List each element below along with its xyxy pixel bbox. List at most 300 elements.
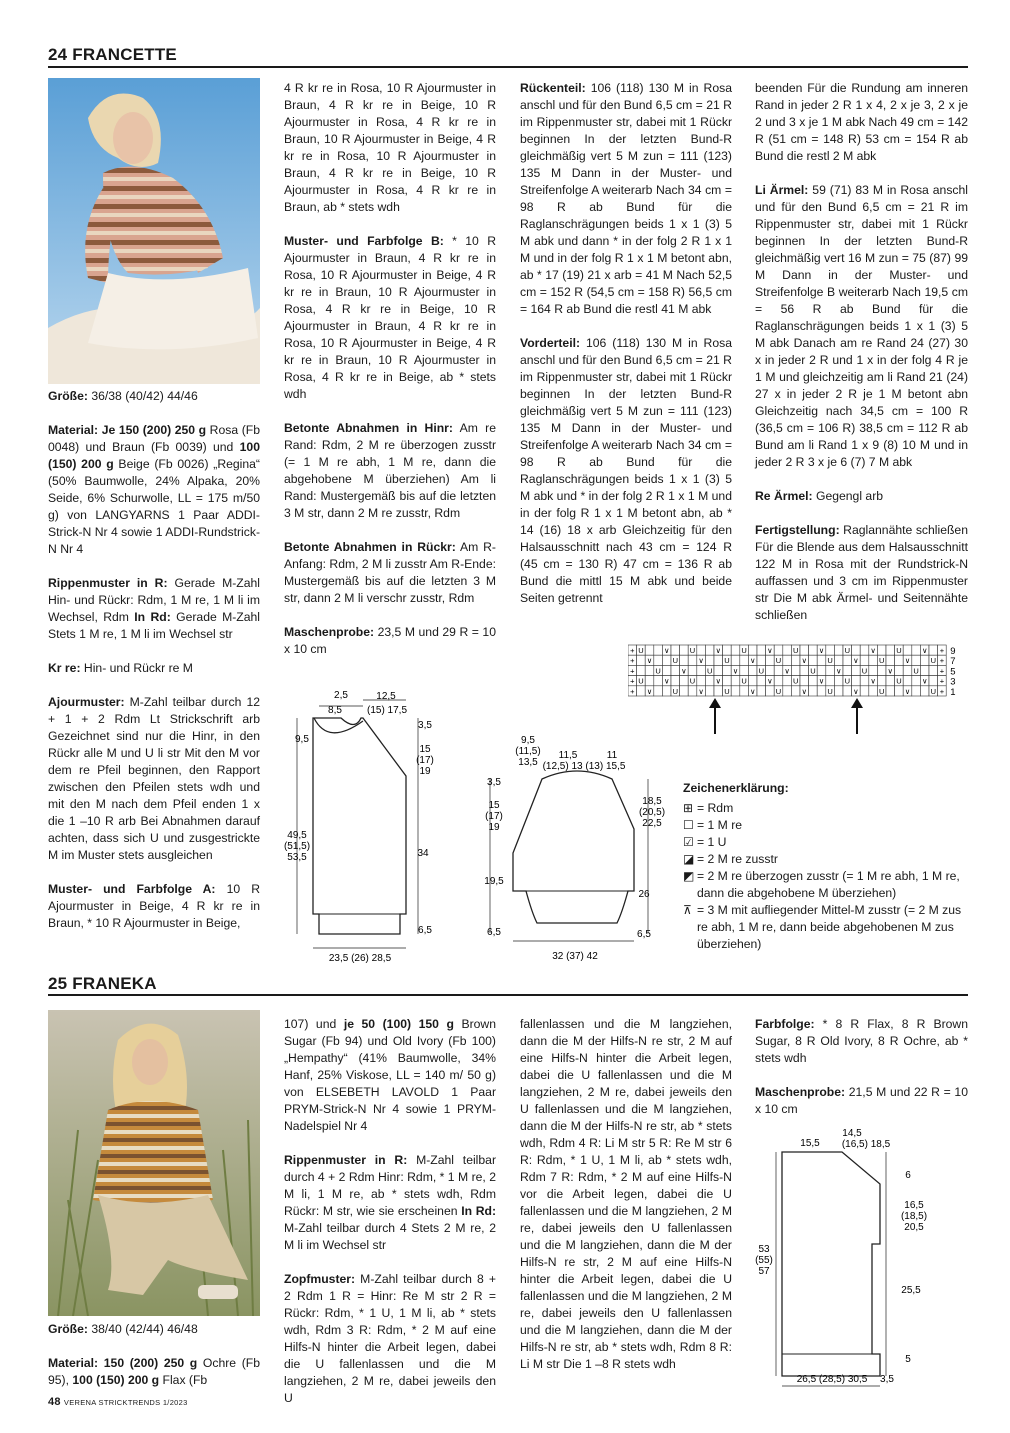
chart-cell bbox=[671, 676, 680, 686]
chart-symbol-icon: U bbox=[827, 656, 833, 666]
chart-cell bbox=[869, 686, 878, 696]
paragraph bbox=[284, 80, 496, 216]
chart-cell bbox=[645, 665, 654, 675]
chart-cell bbox=[929, 645, 938, 655]
chart-symbol-icon: ∨ bbox=[835, 666, 842, 676]
chart-symbol-icon: ∨ bbox=[698, 686, 704, 696]
section25-column-2 bbox=[284, 1016, 496, 1424]
chart-cell bbox=[817, 665, 826, 675]
paragraph-text: Brown Sugar (Fb 94) und Old Ivory (Fb 100) „Hempathy“ (41% Baumwolle, 34% Hanf, 25% Viskose, LL = 140 m/ 50 g) von ELSEBETH LAVOLD 1 Paar PRYM-Strick-N Nr 4 sowie 1 PRYM-Nadelspiel Nr 4 bbox=[284, 1017, 497, 1133]
chart-cell bbox=[774, 665, 783, 675]
chart-cell bbox=[895, 686, 904, 696]
chart-cell bbox=[671, 665, 680, 675]
chart-cell bbox=[774, 645, 783, 655]
paragraph-label: Ajourmuster: bbox=[48, 695, 125, 709]
svg-text:6: 6 bbox=[905, 1170, 911, 1181]
chart-cell bbox=[912, 645, 921, 655]
chart-cell bbox=[800, 645, 809, 655]
chart-symbol-icon: U bbox=[758, 666, 765, 676]
chart-cell bbox=[680, 676, 689, 686]
paragraph-label: In Rd: bbox=[134, 610, 171, 624]
chart-row-number: 3 bbox=[950, 676, 956, 688]
chart-symbol-icon: + bbox=[939, 656, 945, 666]
paragraph-label: 100 (150) 200 g bbox=[48, 440, 260, 471]
chart-symbol-icon: ∨ bbox=[904, 686, 911, 696]
chart-cell bbox=[688, 655, 697, 665]
chart-symbol-icon: ∨ bbox=[921, 646, 928, 655]
paragraph-text: 4 R kr re in Rosa, 10 R Ajourmuster in Braun, 4 R kr re in Beige, 10 R Ajourmuster in Rosa, 4 R kr re in Braun, 10 R Ajourmuster in Beige, 4 R kr re in Rosa, 10 R Ajourmuster in Braun, 4 R kr re in Beige, 10 R Ajourmuster in Rosa, 4 R kr re in Braun, ab * stets wdh bbox=[284, 81, 496, 214]
chart-cell bbox=[852, 665, 861, 675]
chart-cell bbox=[766, 686, 775, 696]
legend-item bbox=[683, 868, 973, 902]
chart-cell bbox=[886, 645, 895, 655]
chart-cell bbox=[748, 665, 757, 675]
paragraph-text: 106 (118) 130 M in Rosa anschl und für den Bund 6,5 cm = 21 R im Rippenmuster str, dabei mit 1 Rückr beginnen In der letzten Bund-R gleichmäßig vert 5 M zun = 111 (123) 135 M Dann in der Muster- und Streifenfolge A weiterarb Nach 34 cm = 98 R ab Bund für die Raglanschrägungen beids 1 x 1 (3) 5 M abk und * in der folg 2 R 1 x 1 M und in der folg R 1 x 1 M betont abn, ab * 14 (16) 18 x arb Gleichzeitig für den Halsausschnitt nach 43 cm = 124 R (45 cm = 130 R) 47 cm = 136 R ab Bund die mittl 15 M abk und beide Seiten getrennt bbox=[520, 336, 732, 605]
svg-text:(20,5): (20,5) bbox=[638, 807, 666, 818]
chart-symbol-icon: U bbox=[741, 646, 747, 655]
chart-cell bbox=[697, 665, 706, 675]
chart-cell bbox=[697, 645, 706, 655]
paragraph bbox=[48, 694, 260, 864]
paragraph-label: Rippenmuster in R: bbox=[48, 576, 168, 590]
svg-text:3,5: 3,5 bbox=[487, 777, 501, 788]
chart-cell bbox=[817, 686, 826, 696]
paragraph-label: je 50 (100) 150 g bbox=[343, 1017, 454, 1031]
chart-cell bbox=[912, 655, 921, 665]
chart-cell bbox=[920, 686, 929, 696]
chart-cell bbox=[895, 665, 904, 675]
svg-text:(11,5): (11,5) bbox=[515, 746, 541, 757]
paragraph-text: M-Zahl teilbar durch 4 + 2 Rdm Hinr: Rdm, * 1 M re, 2 M li, 1 M re, ab * stets wdh, Rdm Rückr: M str, wie sie erscheinen bbox=[284, 1153, 497, 1218]
paragraph-text: 21,5 M und 22 R = 10 x 10 cm bbox=[755, 1085, 968, 1116]
legend-item bbox=[683, 834, 973, 851]
section24-column-3 bbox=[520, 80, 732, 624]
paragraph-label: Rippenmuster in R: bbox=[284, 1153, 408, 1167]
paragraph-text: fallenlassen und die M langziehen, dann die M der Hilfs-N re str, 2 M auf eine Hilfs-N hinter die Arbeit legen, dabei die U fallenlassen und die M langziehen, 2 M re, dabei jeweils den U fallenlassen und die M langziehen, dann die M der Hilfs-N re str, ab * stets wdh, Rdm 4 R: Li M str 5 R: Re M str 6 R: Rdm, * 1 U, 1 M li, ab * stets wdh, Rdm 7 R: Rdm, * 2 M auf eine Hilfs-N vor die Arbeit legen, dabei die U fallenlassen und die M langziehen, 2 M re, dabei jeweils den U fallenlassen und die M langziehen, dann die M der Hilfs-N re str, 2 M auf eine Hilfs-N hinter die Arbeit legen, dabei die U fallenlassen und die M langziehen, 2 M re, dabei jeweils den U fallenlassen und die M langziehen, dann die M der Hilfs-N re str, ab * stets wdh, Rdm 8 R: Li M str Die 1 –8 R stets wdh bbox=[520, 1017, 732, 1371]
svg-text:13,5: 13,5 bbox=[518, 757, 538, 768]
chart-symbol-icon: ∨ bbox=[663, 646, 670, 655]
chart-symbol-icon: + bbox=[630, 676, 635, 686]
paragraph-text: 36/38 (40/42) 44/46 bbox=[87, 389, 198, 403]
chart-cell bbox=[903, 676, 912, 686]
chart-cell bbox=[705, 686, 714, 696]
chart-cell bbox=[817, 655, 826, 665]
section25-column-4 bbox=[755, 1016, 968, 1135]
chart-cell bbox=[731, 655, 740, 665]
chart-cell bbox=[860, 645, 869, 655]
paragraph-text: Gerade M-Zahl Hin- und Rückr: Rdm, 1 M re, 1 M li im Wechsel, Rdm bbox=[48, 576, 260, 624]
paragraph-text: M-Zahl teilbar durch 4 Stets 2 M re, 2 M li im Wechsel str bbox=[284, 1221, 496, 1252]
svg-text:19: 19 bbox=[488, 822, 500, 833]
svg-text:34: 34 bbox=[417, 848, 429, 859]
chart-symbol-icon: U bbox=[638, 676, 644, 686]
legend-item bbox=[683, 817, 973, 834]
chart-row-number: 5 bbox=[950, 666, 956, 678]
svg-text:22,5: 22,5 bbox=[642, 818, 662, 829]
paragraph-text: M-Zahl teilbar durch 8 + 2 Rdm 1 R = Hinr: Re M str 2 R = Rückr: Rdm, * 1 U, 1 M li, ab * stets wdh, Rdm 3 R: Rdm, * 2 M auf eine Hilfs-N hinter die Arbeit legen, dabei die U fallenlassen und die M langziehen, 2 M re, dabei jeweils den U bbox=[284, 1272, 496, 1405]
chart-cell bbox=[809, 686, 818, 696]
paragraph-text: beenden Für die Rundung am inneren Rand in jeder 2 R 1 x 4, 2 x je 3, 2 x je 2 und 3 x je 1 M abk Nach 49 cm = 142 R (51 cm = 148 R) 53 cm = 154 R ab Bund die restl 2 M abk bbox=[755, 81, 968, 163]
legend-text: = 1 U bbox=[697, 835, 727, 849]
chart-cell bbox=[912, 686, 921, 696]
chart-symbol-icon: + bbox=[630, 666, 635, 676]
chart-cell bbox=[860, 655, 869, 665]
chart-symbol-icon: U bbox=[706, 666, 713, 676]
svg-text:23,5 (26) 28,5: 23,5 (26) 28,5 bbox=[328, 953, 392, 964]
paragraph bbox=[48, 881, 260, 932]
chart-cell bbox=[731, 686, 740, 696]
paragraph-label: In Rd: bbox=[461, 1204, 497, 1218]
svg-text:9,5: 9,5 bbox=[521, 735, 535, 746]
chart-cell bbox=[783, 676, 792, 686]
chart-cell bbox=[852, 676, 861, 686]
chart-symbol-icon: U bbox=[689, 646, 696, 655]
svg-text:(55): (55) bbox=[755, 1255, 773, 1266]
chart-cell bbox=[705, 655, 714, 665]
chart-symbol-icon: U bbox=[930, 686, 937, 696]
paragraph-text: 107) und bbox=[284, 1017, 344, 1031]
paragraph-text: 106 (118) 130 M in Rosa anschl und für den Bund 6,5 cm = 21 R im Rippenmuster str, dabei mit 1 Rückr beginnen In der letzten Bund-R gleichmäßig vert 5 M zun = 111 (123) 135 M Dann in der Muster- und Streifenfolge A weiterarb Nach 34 cm = 98 R ab Bund für die Raglanschrägungen beids 1 x 1 (3) 5 M abk und dann * in der folg 2 R 1 x 1 M und in der folg R 1 x 1 M betont abn, ab * 17 (19) 21 x arb = 41 M Nach 52,5 cm = 152 R (54,5 cm = 158 R) 56,5 cm = 164 R ab Bund die restl 41 M abk bbox=[520, 81, 732, 316]
chart-cell bbox=[714, 655, 723, 665]
legend-item bbox=[683, 800, 973, 817]
schematic-franeka bbox=[752, 1124, 972, 1394]
paragraph-label: Maschenprobe: bbox=[284, 625, 375, 639]
chart-symbol-icon: U bbox=[844, 646, 851, 655]
chart-symbol-icon: U bbox=[672, 656, 679, 666]
paragraph-text: Gegengl arb bbox=[812, 489, 884, 503]
chart-cell bbox=[929, 665, 938, 675]
chart-cell bbox=[654, 655, 663, 665]
paragraph-text: Gerade M-Zahl Stets 1 M re, 1 M li im Wechsel str bbox=[48, 610, 260, 641]
paragraph bbox=[48, 575, 260, 643]
chart-cell bbox=[740, 686, 749, 696]
schematic-sleeve bbox=[482, 733, 672, 970]
chart-cell bbox=[834, 676, 843, 686]
chart-cell bbox=[826, 676, 835, 686]
chart-symbol-icon: ∨ bbox=[853, 686, 859, 696]
section24-column-4 bbox=[755, 80, 968, 641]
chart-symbol-icon: + bbox=[939, 676, 945, 686]
legend-text: = 1 M re bbox=[697, 818, 743, 832]
chart-cell bbox=[757, 655, 766, 665]
chart-cell bbox=[869, 655, 878, 665]
paragraph-text: Rosa (Fb 0048) und Braun (Fb 0039) und bbox=[48, 423, 260, 454]
svg-text:5: 5 bbox=[905, 1354, 911, 1365]
section-rule bbox=[48, 66, 968, 68]
paragraph-label: Maschenprobe: bbox=[755, 1085, 846, 1099]
chart-symbol-icon: ⊞ bbox=[683, 801, 694, 815]
paragraph bbox=[284, 1016, 496, 1135]
paragraph bbox=[48, 1355, 260, 1389]
chart-cell bbox=[903, 665, 912, 675]
paragraph-text: 23,5 M und 29 R = 10 x 10 cm bbox=[284, 625, 496, 656]
chart-symbol-icon: ∨ bbox=[749, 656, 756, 666]
chart-row-number: 1 bbox=[950, 686, 956, 698]
chart-cell bbox=[852, 645, 861, 655]
chart-symbol-icon: ∨ bbox=[698, 656, 704, 666]
chart-cell bbox=[809, 655, 818, 665]
chart-symbol-icon: U bbox=[672, 686, 679, 696]
chart-symbol-icon: U bbox=[792, 646, 799, 655]
chart-symbol-icon: ∨ bbox=[646, 656, 653, 666]
paragraph bbox=[755, 1084, 968, 1118]
svg-text:15: 15 bbox=[488, 800, 500, 811]
chart-cell bbox=[843, 665, 852, 675]
chart-symbol-icon: U bbox=[930, 656, 937, 666]
chart-cell bbox=[809, 676, 818, 686]
paragraph-text: M-Zahl teilbar durch 12 + 1 + 2 Rdm Lt Strickschrift arb Gezeichnet sind nur die Hinr, in den Rückr alle M und U li str Mit den M vor dem re Pfeil beginnen, den Rapport zwischen den Pfeilen stets wdh und mit den M nach dem Pfeil enden 1 x die 1 –10 R arb Bei Abnahmen darauf achten, dass sich U und zusgestrickte M im Muster stets ausgleichen bbox=[48, 695, 260, 862]
chart-symbol-icon: ∨ bbox=[921, 676, 928, 686]
svg-text:14,5: 14,5 bbox=[842, 1128, 862, 1139]
svg-text:6,5: 6,5 bbox=[637, 929, 651, 940]
chart-row-number: 7 bbox=[950, 656, 956, 668]
svg-text:19,5: 19,5 bbox=[484, 876, 504, 887]
paragraph bbox=[755, 80, 968, 165]
svg-text:(18,5): (18,5) bbox=[900, 1211, 928, 1222]
svg-text:26: 26 bbox=[638, 889, 650, 900]
chart-cell bbox=[783, 686, 792, 696]
chart-cell bbox=[637, 665, 646, 675]
chart-symbol-icon: ∨ bbox=[904, 656, 911, 666]
svg-text:18,5: 18,5 bbox=[642, 796, 662, 807]
chart-symbol-icon: + bbox=[939, 646, 945, 655]
chart-cell bbox=[680, 686, 689, 696]
chart-symbol-icon: ∨ bbox=[784, 666, 790, 676]
chart-cell bbox=[860, 676, 869, 686]
chart-cell bbox=[809, 645, 818, 655]
chart-symbol-icon: ∨ bbox=[818, 646, 825, 655]
chart-cell bbox=[843, 686, 852, 696]
paragraph bbox=[48, 422, 260, 558]
paragraph-label: Größe: bbox=[48, 389, 88, 403]
chart-cell bbox=[637, 655, 646, 665]
chart-cell bbox=[731, 645, 740, 655]
chart-cell bbox=[826, 645, 835, 655]
chart-cell bbox=[791, 686, 800, 696]
svg-text:6,5: 6,5 bbox=[487, 927, 501, 938]
svg-text:26,5 (28,5) 30,5: 26,5 (28,5) 30,5 bbox=[796, 1374, 868, 1385]
paragraph-text: 10 R Ajourmuster in Beige, 4 R kr re in Braun, * 10 R Ajourmuster in Beige, bbox=[48, 882, 260, 930]
chart-cell bbox=[723, 676, 732, 686]
chart-symbol-icon: ⊼ bbox=[683, 903, 692, 917]
chart-symbol-icon: + bbox=[630, 646, 635, 655]
chart-symbol-icon: ∨ bbox=[663, 676, 670, 686]
chart-cell bbox=[766, 665, 775, 675]
chart-symbol-icon: + bbox=[630, 656, 635, 666]
legend-text: = 2 M re überzogen zusstr (= 1 M re abh, 1 M re, dann die abgehobene M überziehen) bbox=[697, 869, 960, 900]
svg-text:19: 19 bbox=[419, 766, 431, 777]
svg-text:6,5: 6,5 bbox=[418, 925, 432, 936]
svg-text:57: 57 bbox=[758, 1266, 770, 1277]
svg-text:15,5: 15,5 bbox=[800, 1138, 820, 1149]
chart-cell bbox=[800, 676, 809, 686]
svg-text:9,5: 9,5 bbox=[295, 734, 309, 745]
legend-item bbox=[683, 851, 973, 868]
svg-text:53: 53 bbox=[758, 1244, 770, 1255]
section-rule bbox=[48, 994, 968, 996]
chart-symbol-icon: U bbox=[913, 666, 919, 676]
chart-cell bbox=[783, 645, 792, 655]
svg-text:(17): (17) bbox=[485, 811, 503, 822]
chart-cell bbox=[662, 686, 671, 696]
paragraph bbox=[520, 80, 732, 318]
chart-cell bbox=[654, 686, 663, 696]
chart-cell bbox=[877, 665, 886, 675]
chart-cell bbox=[662, 655, 671, 665]
chart-cell bbox=[920, 655, 929, 665]
chart-cell bbox=[705, 676, 714, 686]
section-title-francette: 24 FRANCETTE bbox=[48, 45, 177, 64]
svg-text:20,5: 20,5 bbox=[904, 1222, 924, 1233]
chart-cell bbox=[688, 686, 697, 696]
photo-francette bbox=[48, 78, 260, 384]
paragraph-label: Material: Je 150 (200) 250 g bbox=[48, 423, 207, 437]
section25-column-1 bbox=[48, 1321, 260, 1406]
svg-text:32 (37) 42: 32 (37) 42 bbox=[552, 951, 598, 962]
svg-text:3,5: 3,5 bbox=[880, 1374, 894, 1385]
chart-cell bbox=[826, 665, 835, 675]
chart-symbol-icon: U bbox=[896, 676, 902, 686]
page-number: 48 bbox=[48, 1396, 61, 1408]
paragraph bbox=[48, 388, 260, 405]
page-footer bbox=[48, 1396, 188, 1408]
chart-cell bbox=[637, 686, 646, 696]
photo-franeka bbox=[48, 1010, 260, 1316]
chart-symbol-icon: U bbox=[878, 686, 885, 696]
paragraph bbox=[284, 1271, 496, 1407]
svg-text:(51,5): (51,5) bbox=[283, 841, 311, 852]
chart-cell bbox=[920, 665, 929, 675]
chart-cell bbox=[895, 655, 904, 665]
chart-symbol-icon: ☑ bbox=[683, 835, 694, 849]
arrow-icon bbox=[709, 698, 721, 734]
chart-cell bbox=[791, 665, 800, 675]
paragraph-label: 100 (150) 200 g bbox=[72, 1373, 160, 1387]
chart-symbol-icon: U bbox=[792, 676, 799, 686]
chart-symbol-icon: ∨ bbox=[818, 676, 825, 686]
svg-text:(16,5) 18,5: (16,5) 18,5 bbox=[841, 1139, 891, 1150]
chart-symbol-icon: U bbox=[827, 686, 833, 696]
chart-symbol-icon: U bbox=[689, 676, 696, 686]
paragraph-text: * 8 R Flax, 8 R Brown Sugar, 8 R Old Ivory, 8 R Ochre, ab * stets wdh bbox=[755, 1017, 968, 1065]
paragraph bbox=[284, 624, 496, 658]
paragraph bbox=[755, 182, 968, 471]
chart-cell bbox=[869, 665, 878, 675]
chart-cell bbox=[912, 676, 921, 686]
paragraph bbox=[520, 1016, 732, 1373]
paragraph bbox=[755, 522, 968, 624]
chart-symbol-icon: ∨ bbox=[767, 646, 773, 655]
chart-symbol-icon: U bbox=[861, 666, 868, 676]
paragraph-label: Größe: bbox=[48, 1322, 88, 1336]
chart-cell bbox=[697, 676, 706, 686]
chart-cell bbox=[774, 676, 783, 686]
paragraph-label: Fertigstellung: bbox=[755, 523, 840, 537]
svg-text:(12,5) 13 (13) 15,5: (12,5) 13 (13) 15,5 bbox=[542, 761, 626, 772]
paragraph-text: Beige (Fb 0026) „Regina“ (50% Baumwolle, 24% Alpaka, 20% Seide, 6% Schurwolle, LL = 175 m/50 g) von LANGYARNS 1 Paar ADDI-Strick-N Nr 4 sowie 1 ADDI-Rundstrick-N Nr 4 bbox=[48, 457, 260, 556]
chart-cell bbox=[757, 686, 766, 696]
chart-cell bbox=[662, 665, 671, 675]
chart-symbol-icon: U bbox=[638, 646, 644, 655]
chart-row-number: 9 bbox=[950, 646, 956, 657]
paragraph-text: Ochre (Fb 95), bbox=[48, 1356, 260, 1387]
chart-symbol-icon: U bbox=[724, 686, 730, 696]
legend-item bbox=[683, 902, 973, 953]
paragraph bbox=[284, 233, 496, 403]
chart-cell bbox=[834, 686, 843, 696]
chart-symbol-icon: + bbox=[939, 666, 945, 676]
magazine-name: VERENA STRICKTRENDS 1/2023 bbox=[63, 1398, 188, 1407]
chart-cell bbox=[705, 645, 714, 655]
chart-cell bbox=[748, 645, 757, 655]
svg-text:11,5: 11,5 bbox=[558, 750, 578, 761]
paragraph-text: Am R-Anfang: Rdm, 2 M li zusstr Am R-Ende: Mustergemäß bis auf die letzten 3 M str, dann 2 M li verschr zusstr, Rdm bbox=[284, 540, 497, 605]
svg-text:(17): (17) bbox=[416, 755, 434, 766]
chart-cell bbox=[654, 645, 663, 655]
legend-text: = 2 M re zusstr bbox=[697, 852, 778, 866]
chart-cell bbox=[757, 676, 766, 686]
chart-cell bbox=[671, 645, 680, 655]
chart-cell bbox=[731, 676, 740, 686]
chart-symbol-icon: ∨ bbox=[715, 676, 722, 686]
paragraph-label: Re Ärmel: bbox=[755, 489, 813, 503]
paragraph-label: Vorderteil: bbox=[520, 336, 581, 350]
chart-cell bbox=[645, 645, 654, 655]
chart-cell bbox=[654, 676, 663, 686]
svg-text:12,5: 12,5 bbox=[376, 691, 396, 702]
svg-text:49,5: 49,5 bbox=[287, 830, 307, 841]
paragraph bbox=[755, 1016, 968, 1067]
chart-symbol-icon: ∨ bbox=[715, 646, 722, 655]
paragraph-label: Betonte Abnahmen in Rückr: bbox=[284, 540, 456, 554]
chart-symbol-icon: U bbox=[775, 656, 782, 666]
chart-cell bbox=[929, 676, 938, 686]
chart-cell bbox=[766, 655, 775, 665]
chart-symbol-icon: U bbox=[775, 686, 782, 696]
paragraph-label: Li Ärmel: bbox=[755, 183, 809, 197]
svg-text:53,5: 53,5 bbox=[287, 852, 307, 863]
chart-symbol-icon: + bbox=[630, 686, 635, 696]
chart-cell bbox=[680, 645, 689, 655]
paragraph-label: Material: 150 (200) 250 g bbox=[48, 1356, 198, 1370]
paragraph-label: Muster- und Farbfolge B: bbox=[284, 234, 444, 248]
paragraph-label: Zopfmuster: bbox=[284, 1272, 356, 1286]
paragraph-label: Farbfolge: bbox=[755, 1017, 815, 1031]
section25-column-3 bbox=[520, 1016, 732, 1390]
paragraph bbox=[284, 420, 496, 522]
paragraph-text: Raglannähte schließen Für die Blende aus dem Halsausschnitt 122 M in Rosa mit der Rundstrick-N auffassen und 3 cm im Rippenmuster str Die M abk Ärmel- und Seitennähte schließen bbox=[755, 523, 968, 622]
svg-text:3,5: 3,5 bbox=[418, 720, 432, 731]
chart-cell bbox=[886, 676, 895, 686]
chart-cell bbox=[645, 676, 654, 686]
section-title-franeka: 25 FRANEKA bbox=[48, 974, 157, 993]
chart-cell bbox=[748, 676, 757, 686]
chart-cell bbox=[740, 655, 749, 665]
chart-cell bbox=[886, 686, 895, 696]
chart-symbol-icon: U bbox=[844, 676, 851, 686]
chart-symbol-icon: + bbox=[939, 686, 945, 696]
paragraph bbox=[48, 660, 260, 677]
chart-cell bbox=[757, 645, 766, 655]
paragraph bbox=[755, 488, 968, 505]
section24-column-2 bbox=[284, 80, 496, 675]
chart-cell bbox=[740, 665, 749, 675]
paragraph bbox=[48, 1321, 260, 1338]
svg-text:15: 15 bbox=[419, 744, 431, 755]
chart-cell bbox=[903, 645, 912, 655]
chart-symbol-icon: ☐ bbox=[683, 818, 694, 832]
chart-cell bbox=[877, 645, 886, 655]
